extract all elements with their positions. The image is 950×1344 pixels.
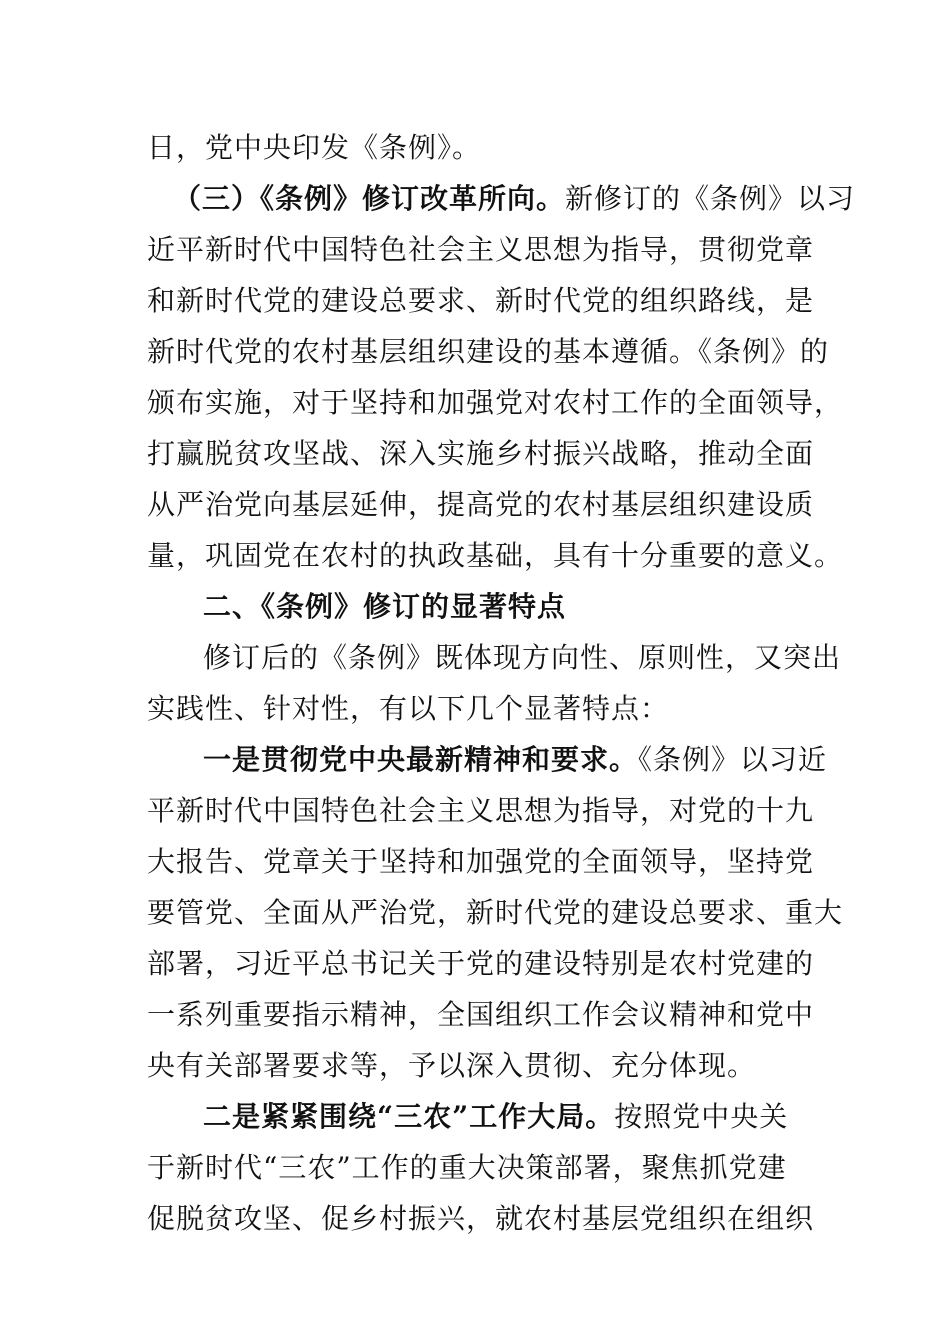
paragraph-line: 要管党、全面从严治党，新时代党的建设总要求、重大 — [147, 896, 844, 929]
paragraph-line: 于新时代“三农”工作的重大决策部署，聚焦抓党建 — [147, 1151, 787, 1184]
paragraph-line — [147, 734, 828, 785]
paragraph-line: 一系列重要指示精神，全国组织工作会议精神和党中 — [147, 998, 815, 1031]
paragraph-lead: 二是紧紧围绕“三农”工作大局。 — [203, 1100, 615, 1133]
paragraph-line: 新时代党的农村基层组织建设的基本遵循。《条例》的 — [147, 335, 830, 368]
paragraph-line: 近平新时代中国特色社会主义思想为指导，贯彻党章 — [147, 233, 815, 266]
paragraph-line: 和新时代党的建设总要求、新时代党的组织路线，是 — [147, 284, 815, 317]
text-run: 日，党中央印发《条例》。 — [147, 131, 482, 164]
text-run: 《条例》以习近 — [638, 743, 828, 776]
paragraph-line — [147, 122, 807, 173]
paragraph-line: 量，巩固党在农村的执政基础，具有十分重要的意义。 — [147, 539, 844, 572]
paragraph-line: 部署，习近平总书记关于党的建设特别是农村党建的 — [147, 947, 815, 980]
paragraph-lead: （三）《条例》修订改革所向。 — [173, 182, 566, 215]
paragraph-line: 颁布实施，对于坚持和加强党对农村工作的全面领导， — [147, 386, 844, 419]
paragraph-line: 大报告、党章关于坚持和加强党的全面领导，坚持党 — [147, 845, 815, 878]
text-run: 新修订的《条例》以习 — [565, 182, 856, 215]
paragraph-line: 实践性、针对性，有以下几个显著特点： — [147, 692, 670, 725]
document-body — [147, 122, 856, 1244]
section-heading: 二、《条例》修订的显著特点 — [203, 590, 567, 623]
paragraph-lead: 一是贯彻党中央最新精神和要求。 — [203, 743, 639, 776]
paragraph-line: 打赢脱贫攻坚战、深入实施乡村振兴战略，推动全面 — [147, 437, 815, 470]
paragraph-line: 修订后的《条例》既体现方向性、原则性，又突出 — [203, 641, 842, 674]
paragraph-line — [147, 1091, 807, 1142]
paragraph-line: 促脱贫攻坚、促乡村振兴，就农村基层党组织在组织 — [147, 1202, 815, 1235]
paragraph-line — [147, 173, 856, 224]
paragraph-line: 从严治党向基层延伸，提高党的农村基层组织建设质 — [147, 488, 815, 521]
paragraph-line: 央有关部署要求等，予以深入贯彻、充分体现。 — [147, 1049, 757, 1082]
paragraph-line: 平新时代中国特色社会主义思想为指导，对党的十九 — [147, 794, 815, 827]
text-run: 按照党中央关 — [614, 1100, 789, 1133]
